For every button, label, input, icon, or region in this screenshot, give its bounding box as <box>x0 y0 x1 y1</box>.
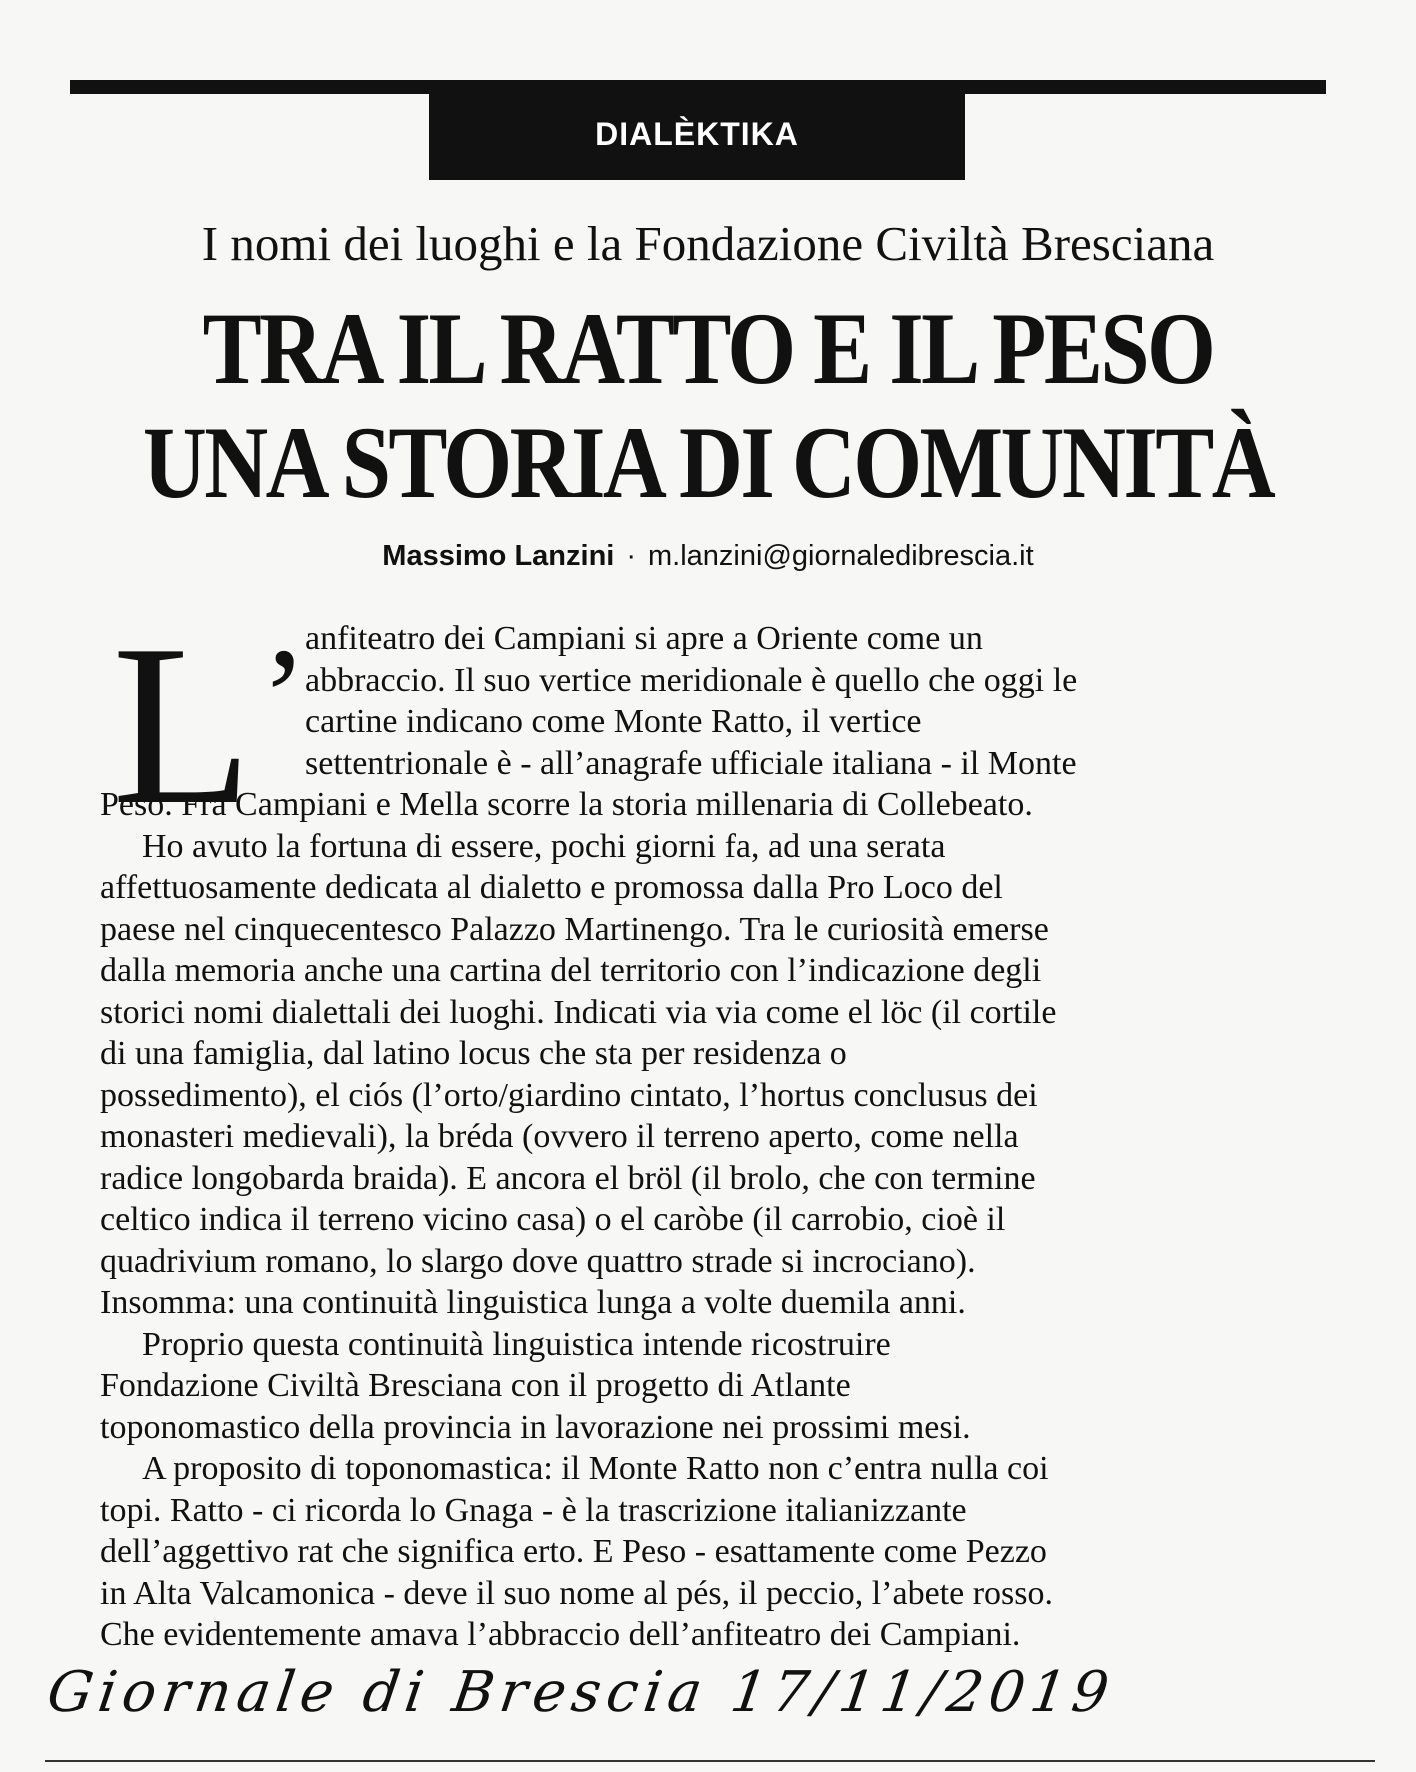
body-line: paese nel cinquecentesco Palazzo Martinengo. Tra le curiosità emerse <box>100 910 1049 948</box>
drop-cap-apostrophe: ’ <box>260 620 308 775</box>
body-line: Fondazione Civiltà Bresciana con il progetto di Atlante <box>100 1367 851 1404</box>
body-line: affettuosamente dedicata al dialetto e promossa dalla Pro Loco del <box>100 869 1003 906</box>
body-line: settentrionale è - all’anagrafe ufficiale italiana - il Monte <box>305 744 1077 782</box>
body-line: radice longobarda braida). E ancora el bröl (il brolo, che con termine <box>100 1159 1036 1197</box>
byline <box>0 540 1416 573</box>
body-line: in Alta Valcamonica - deve il suo nome al pés, il peccio, l’abete rosso. <box>100 1574 1053 1612</box>
kicker: I nomi dei luoghi e la Fondazione Civiltà Bresciana <box>201 216 1215 271</box>
article-body <box>100 618 1280 1656</box>
body-line: Che evidentemente amava l’abbraccio dell’anfiteatro dei Campiani. <box>100 1616 1021 1653</box>
body-line: celtico indica il terreno vicino casa) o el caròbe (il carrobio, cioè il <box>100 1201 1006 1238</box>
body-line: monasteri medievali), la bréda (ovvero il terreno aperto, come nella <box>100 1118 1019 1155</box>
body-line: possedimento), el ciós (l’orto/giardino cintato, l’hortus conclusus dei <box>100 1076 1038 1114</box>
section-rubric: DIALÈKTIKA <box>429 88 965 180</box>
headline-line-2: UNA STORIA DI COMUNITÀ <box>142 406 1274 520</box>
headline-line-1: TRA IL RATTO E IL PESO <box>202 292 1214 406</box>
body-line: storici nomi dialettali dei luoghi. Indicati via via come el löc (il cortile <box>100 993 1057 1031</box>
body-line: cartine indicano come Monte Ratto, il vertice <box>305 703 922 740</box>
body-line: anfiteatro dei Campiani si apre a Oriente come un <box>305 620 983 657</box>
drop-cap-letter: L <box>112 597 253 852</box>
author-name: Massimo Lanzini <box>382 540 615 572</box>
body-line: Insomma: una continuità linguistica lunga a volte duemila anni. <box>100 1284 966 1321</box>
body-line: toponomastico della provincia in lavorazione nei prossimi mesi. <box>100 1408 971 1446</box>
body-line: dell’aggettivo rat che significa erto. E Peso - esattamente come Pezzo <box>100 1533 1047 1570</box>
body-line: di una famiglia, dal latino locus che sta per residenza o <box>100 1035 847 1072</box>
body-line: dalla memoria anche una cartina del territorio con l’indicazione degli <box>100 952 1042 989</box>
author-email: m.lanzini@giornaledibrescia.it <box>648 540 1034 572</box>
body-line: Peso. Fra Campiani e Mella scorre la storia millenaria di Collebeato. <box>100 786 1033 823</box>
body-line: abbraccio. Il suo vertice meridionale è quello che oggi le <box>305 661 1078 699</box>
byline-separator: · <box>626 540 637 572</box>
body-line: quadrivium romano, lo slargo dove quattro strade si incrociano). <box>100 1242 976 1280</box>
body-line: A proposito di toponomastica: il Monte Ratto non c’entra nulla coi <box>142 1450 1049 1487</box>
bottom-rule <box>45 1760 1375 1762</box>
body-line: topi. Ratto - ci ricorda lo Gnaga - è la trascrizione italianizzante <box>100 1491 967 1529</box>
handwritten-note: Giornale di Brescia 17/11/2019 <box>43 1660 1119 1725</box>
body-line: Proprio questa continuità linguistica intende ricostruire <box>142 1325 891 1363</box>
body-line: Ho avuto la fortuna di essere, pochi giorni fa, ad una serata <box>142 827 946 865</box>
